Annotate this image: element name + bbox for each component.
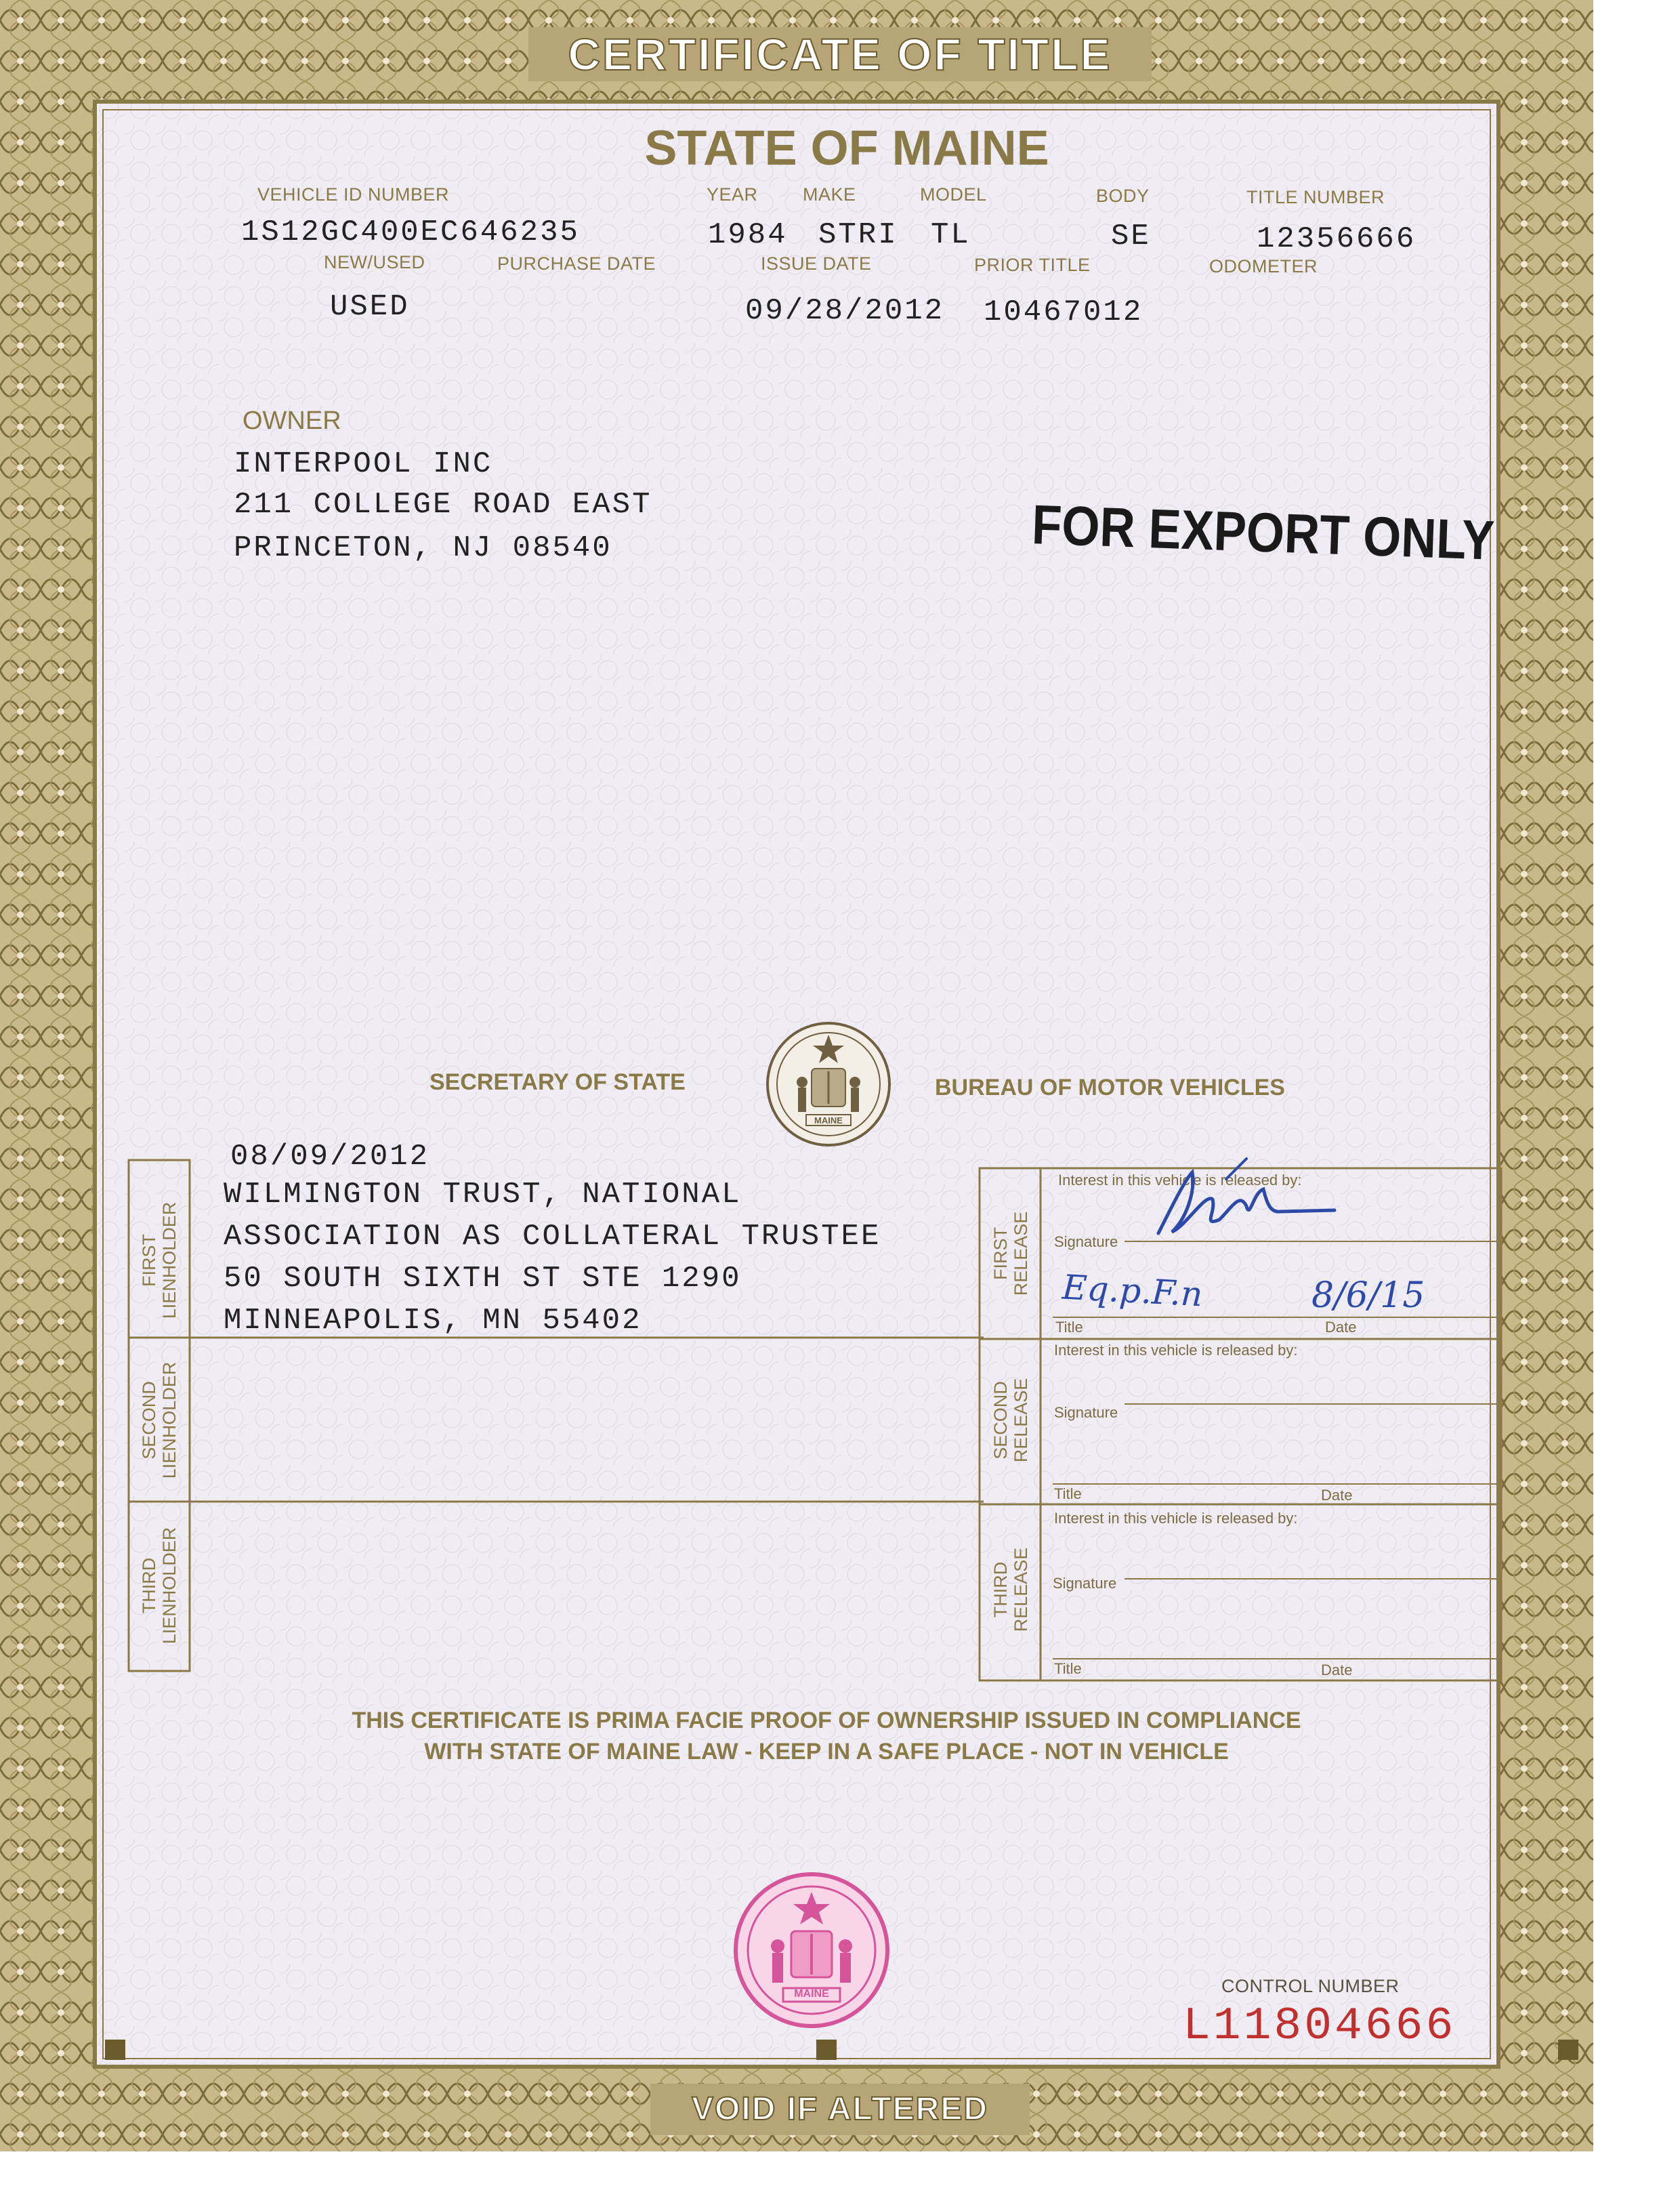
ownership-notice-line-1: THIS CERTIFICATE IS PRIMA FACIE PROOF OF OWNERSHIP ISSUED IN COMPLIANCE (352, 1708, 1301, 1733)
first-lien-line-1: WILMINGTON TRUST, NATIONAL (224, 1178, 742, 1212)
odometer-label: ODOMETER (1209, 256, 1318, 276)
second-lienholder-label: SECOND LIENHOLDER (139, 1361, 180, 1479)
third-release-signature-label: Signature (1053, 1575, 1117, 1592)
first-release-date-label: Date (1325, 1319, 1357, 1336)
purchase-date-label: PURCHASE DATE (497, 253, 656, 274)
control-number-value: L11804666 (1183, 2000, 1456, 2052)
first-release-interest: Interest in this vehicle is released by: (1058, 1172, 1302, 1189)
new-used-value: USED (330, 290, 410, 324)
owner-line-3: PRINCETON, NJ 08540 (234, 531, 612, 565)
second-release-date-label: Date (1321, 1487, 1353, 1504)
first-release-label: FIRST RELEASE (990, 1211, 1031, 1296)
year-value: 1984 (708, 218, 788, 252)
owner-label: OWNER (243, 407, 341, 435)
model-value: TL (931, 218, 971, 252)
ownership-notice-line-2: WITH STATE OF MAINE LAW - KEEP IN A SAFE PLACE - NOT IN VEHICLE (424, 1739, 1229, 1764)
issue-date-value: 09/28/2012 (745, 294, 945, 328)
control-number-label: CONTROL NUMBER (1221, 1976, 1400, 1996)
state-seal-pink (732, 1870, 891, 2030)
vin-value: 1S12GC400EC646235 (241, 215, 580, 249)
void-if-altered-banner: VOID IF ALTERED (692, 2091, 988, 2127)
first-release-title-label: Title (1055, 1319, 1083, 1336)
first-release-handwritten-date: 8/6/15 (1311, 1275, 1425, 1316)
banner-title: CERTIFICATE OF TITLE (568, 29, 1112, 79)
body-value: SE (1111, 220, 1151, 253)
first-lien-line-2: ASSOCIATION AS COLLATERAL TRUSTEE (224, 1220, 881, 1254)
secretary-of-state-label: SECRETARY OF STATE (429, 1069, 686, 1095)
pink-seal-text: MAINE (794, 1988, 829, 2000)
gold-seal-text: MAINE (814, 1115, 843, 1126)
vin-label: VEHICLE ID NUMBER (257, 184, 450, 205)
first-release-signature (1145, 1152, 1348, 1247)
title-number-value: 12356666 (1257, 222, 1416, 256)
model-label: MODEL (920, 184, 987, 205)
title-number-label: TITLE NUMBER (1246, 187, 1385, 207)
prior-title-value: 10467012 (984, 295, 1143, 329)
make-label: MAKE (803, 184, 856, 205)
first-lien-date: 08/09/2012 (230, 1140, 430, 1174)
state-title: STATE OF MAINE (644, 121, 1049, 176)
issue-date-label: ISSUE DATE (761, 253, 872, 274)
third-release-interest: Interest in this vehicle is released by: (1054, 1510, 1298, 1527)
third-release-label: THIRD RELEASE (990, 1547, 1031, 1632)
third-lienholder-label: THIRD LIENHOLDER (139, 1527, 180, 1645)
third-release-date-label: Date (1321, 1661, 1353, 1678)
second-release-title-label: Title (1054, 1485, 1082, 1502)
first-lienholder-label: FIRST LIENHOLDER (139, 1201, 180, 1319)
owner-line-1: INTERPOOL INC (234, 447, 493, 481)
third-release-title-label: Title (1054, 1660, 1082, 1677)
make-value: STRI (818, 218, 898, 252)
second-release-interest: Interest in this vehicle is released by: (1054, 1342, 1298, 1359)
year-label: YEAR (707, 184, 758, 205)
owner-line-2: 211 COLLEGE ROAD EAST (234, 488, 652, 522)
new-used-label: NEW/USED (324, 252, 425, 272)
prior-title-label: PRIOR TITLE (974, 255, 1091, 275)
first-lien-line-4: MINNEAPOLIS, MN 55402 (224, 1304, 642, 1338)
second-release-signature-label: Signature (1054, 1404, 1118, 1421)
second-release-label: SECOND RELEASE (990, 1378, 1031, 1463)
for-export-only-stamp: FOR EXPORT ONLY (1030, 493, 1496, 572)
first-release-signature-label: Signature (1054, 1233, 1118, 1250)
first-lien-line-3: 50 SOUTH SIXTH ST STE 1290 (224, 1262, 742, 1296)
body-label: BODY (1096, 186, 1150, 206)
bureau-of-motor-vehicles-label: BUREAU OF MOTOR VEHICLES (935, 1075, 1285, 1100)
first-release-handwritten-title: Eq.p.F.n (1061, 1267, 1204, 1315)
